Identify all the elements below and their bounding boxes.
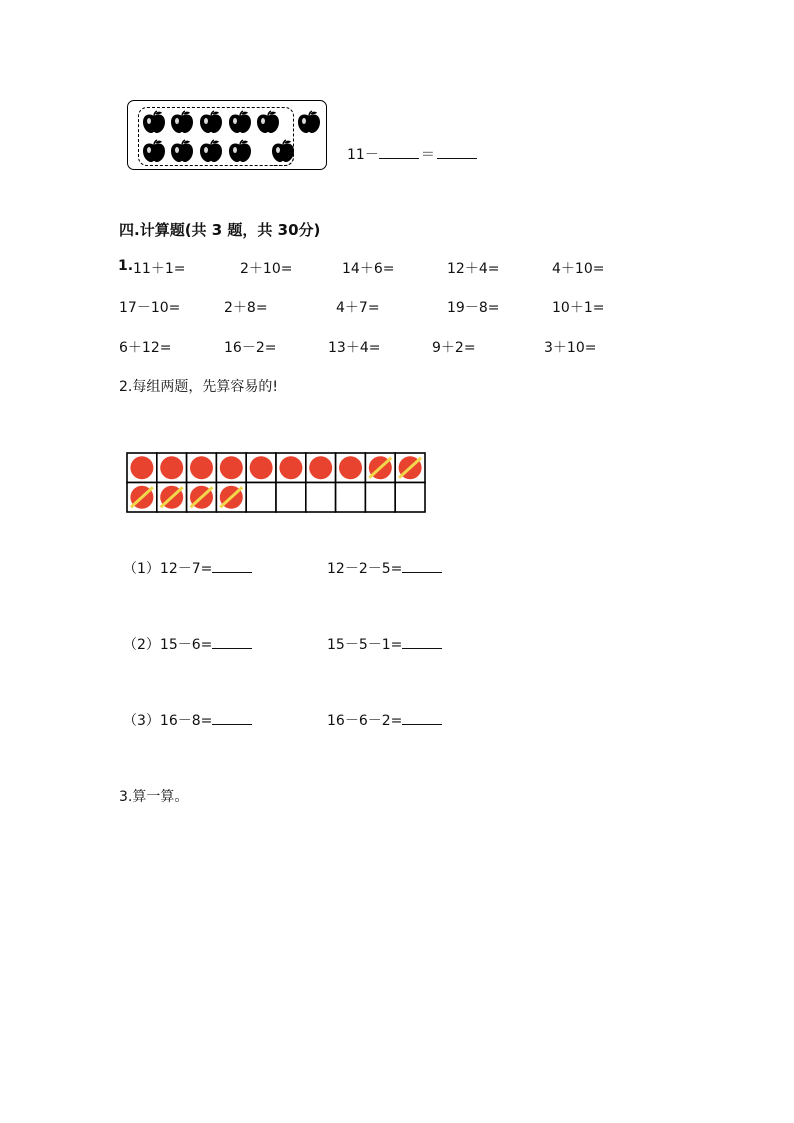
apple-icon bbox=[255, 110, 281, 134]
apple-equation bbox=[347, 144, 477, 164]
q2-right-text: 12－2－5= bbox=[327, 561, 403, 577]
q1-problem: 6＋12= bbox=[119, 340, 172, 356]
apple-icon bbox=[227, 110, 253, 134]
q1-problem: 10＋1= bbox=[552, 300, 605, 316]
answer-blank[interactable] bbox=[212, 558, 252, 573]
ten-frame-cell bbox=[395, 483, 425, 513]
counter-dot bbox=[220, 456, 243, 479]
q1-number: 1. bbox=[118, 258, 134, 274]
q2-right-problem bbox=[327, 634, 442, 654]
apple-icon bbox=[198, 110, 224, 134]
q2-left-text: （1）12－7= bbox=[123, 561, 213, 577]
q2-right-problem bbox=[327, 558, 442, 578]
q1-problem: 11＋1= bbox=[133, 261, 186, 277]
counter-dot bbox=[279, 456, 302, 479]
counter-dot bbox=[309, 456, 332, 479]
q1-problem: 2＋8= bbox=[224, 300, 268, 316]
q1-problem: 4＋7= bbox=[336, 300, 380, 316]
q1-problem: 2＋10= bbox=[240, 261, 293, 277]
q1-problem: 16－2= bbox=[224, 340, 277, 356]
ten-frame bbox=[126, 452, 426, 514]
answer-blank-1[interactable] bbox=[379, 144, 419, 159]
q1-problem: 9＋2= bbox=[432, 340, 476, 356]
q2-right-text: 15－5－1= bbox=[327, 637, 403, 653]
q1-problem: 4＋10= bbox=[552, 261, 605, 277]
apple-figure bbox=[127, 100, 327, 170]
apple-icon bbox=[270, 139, 296, 163]
ten-frame-cell bbox=[336, 483, 366, 513]
q1-problem: 19－8= bbox=[447, 300, 500, 316]
answer-blank[interactable] bbox=[212, 634, 252, 649]
counter-dot bbox=[160, 456, 183, 479]
answer-blank[interactable] bbox=[402, 710, 442, 725]
answer-blank[interactable] bbox=[402, 558, 442, 573]
counter-dot bbox=[250, 456, 273, 479]
ten-frame-cell bbox=[246, 483, 276, 513]
q2-right-text: 16－6－2= bbox=[327, 713, 403, 729]
q2-left-problem bbox=[123, 710, 252, 730]
ten-frame-cell bbox=[276, 483, 306, 513]
equals-sign: ＝ bbox=[420, 147, 435, 163]
answer-blank-2[interactable] bbox=[437, 144, 477, 159]
q2-left-text: （3）16－8= bbox=[123, 713, 213, 729]
ten-frame-cell bbox=[306, 483, 336, 513]
q2-right-problem bbox=[327, 710, 442, 730]
ten-frame-cell bbox=[365, 483, 395, 513]
q2-title: 2.每组两题，先算容易的! bbox=[119, 379, 278, 395]
answer-blank[interactable] bbox=[212, 710, 252, 725]
apple-icon bbox=[198, 139, 224, 163]
q1-problem: 12＋4= bbox=[447, 261, 500, 277]
apple-icon bbox=[141, 139, 167, 163]
apple-icon bbox=[296, 110, 322, 134]
apple-icon bbox=[141, 110, 167, 134]
answer-blank[interactable] bbox=[402, 634, 442, 649]
q1-problem: 14＋6= bbox=[342, 261, 395, 277]
q1-problem: 17－10= bbox=[119, 300, 181, 316]
section-title: 四.计算题(共 3 题，共 30分) bbox=[119, 221, 321, 239]
counter-dot bbox=[130, 456, 153, 479]
apple-icon bbox=[227, 139, 253, 163]
q2-left-problem bbox=[123, 558, 252, 578]
counter-dot bbox=[190, 456, 213, 479]
equation-start: 11－ bbox=[347, 147, 379, 163]
q1-problem: 3＋10= bbox=[544, 340, 597, 356]
q2-left-problem bbox=[123, 634, 252, 654]
q3-title: 3.算一算。 bbox=[119, 789, 189, 805]
q1-problem: 13＋4= bbox=[328, 340, 381, 356]
counter-dot bbox=[339, 456, 362, 479]
apple-icon bbox=[169, 110, 195, 134]
q2-left-text: （2）15－6= bbox=[123, 637, 213, 653]
apple-icon bbox=[169, 139, 195, 163]
